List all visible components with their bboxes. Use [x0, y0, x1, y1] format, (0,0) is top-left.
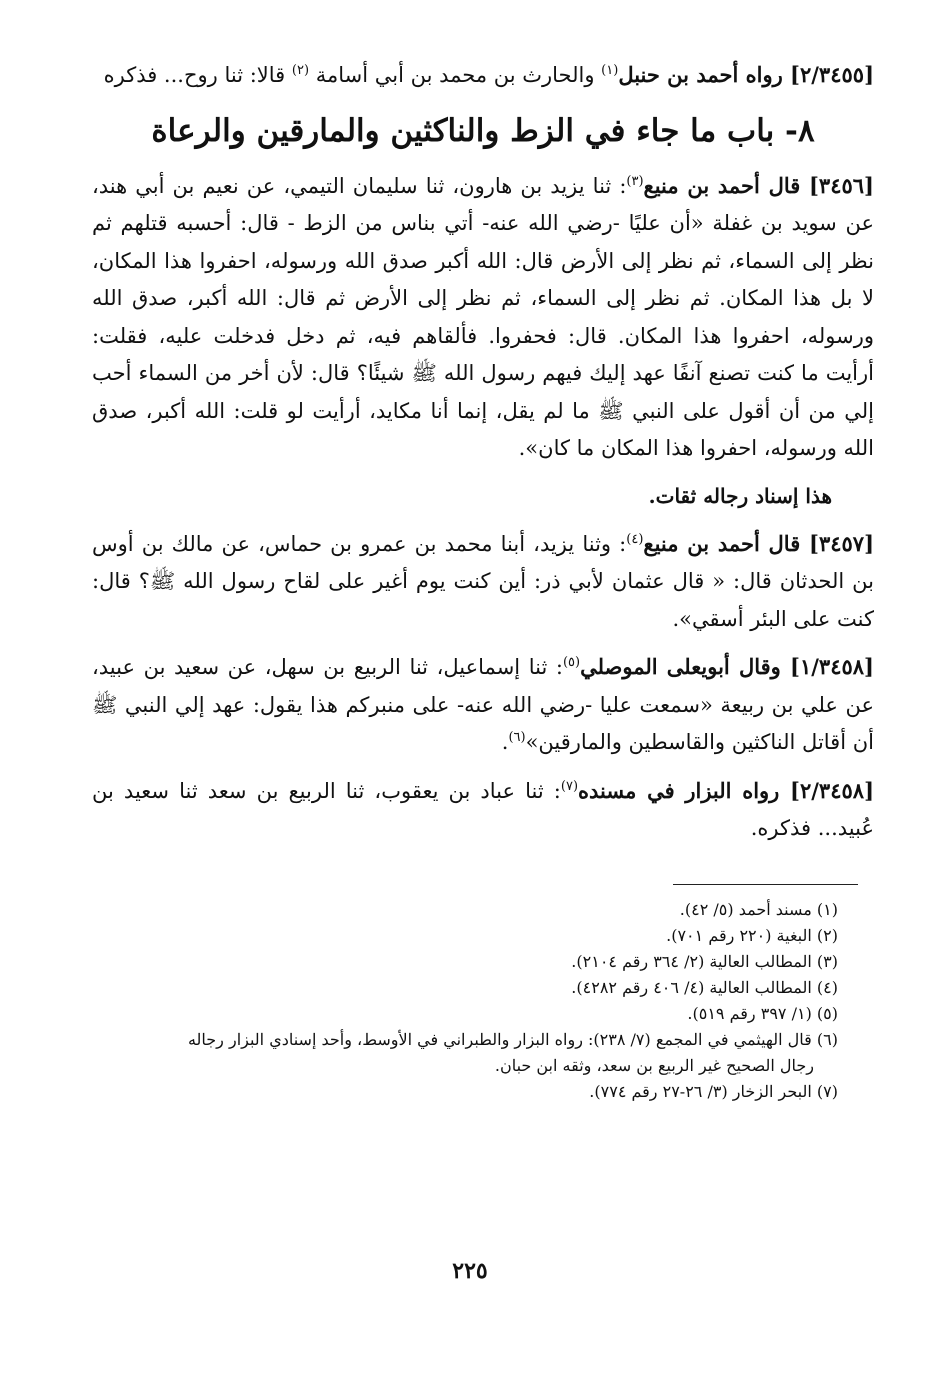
- entry-text: : ثنا يزيد بن هارون، ثنا سليمان التيمي، عن نعيم بن أبي هند، عن سويد بن غفلة «أن عليًا -رضي الله عنه- أتي بناس من الزط - قال: أحسبه قتلهم ثم نظر إلى السماء، ثم نظر إلى الأرض قال: الله أكبر صدق الله ورسوله، احفروا هذا المكان، لا بل هذا المكان. ثم نظر إلى السماء، ثم نظر إلى الأرض ثم قال: الله أكبر، صدق الله ورسوله، احفروا هذا المكان. قال: فحفروا. فألقاهم فيه، ثم دخل فدخلت عليه، فقلت: أرأيت ما كنت تصنع آنفًا عهد إليك فيهم رسول الله ﷺ شيئًا؟ قال: لأن أخر من السماء أحب إلي من أن أقول على النبي ﷺ ما لم يقل، إنما أنا مكايد، أرأيت لو قلت: الله أكبر، صدق الله ورسوله، احفروا هذا المكان ما كان».: [92, 173, 874, 460]
- footnote-item: (٢) البغية (٢٢٠ رقم ٧٠١).: [666, 925, 838, 945]
- footnote-ref[interactable]: (١): [601, 63, 619, 78]
- footnote-ref[interactable]: (٢): [291, 63, 310, 78]
- footnote-ref[interactable]: (٥): [562, 655, 581, 670]
- footnote-item: (٤) المطالب العالية (٤/ ٤٠٦ رقم ٤٢٨٢).: [571, 977, 838, 997]
- entry-heading: [٢/٣٤٥٨] رواه البزار في مسنده: [578, 777, 874, 803]
- entry-text: : ثنا عباد بن يعقوب، ثنا الربيع بن سعد ثنا سعيد بن عُبيد... فذكره.: [92, 778, 874, 840]
- entry-3455-2: [92, 56, 874, 95]
- entry-3458-2: [92, 772, 874, 848]
- entry-3456: [92, 167, 874, 468]
- footnote-continuation: رجال الصحيح غير الربيع بن سعد، وثقه ابن حبان.: [494, 1055, 814, 1075]
- page-number: ٢٢٥: [452, 1258, 488, 1284]
- footnote-item: (٥) (١/ ٣٩٧ رقم ٥١٩).: [687, 1003, 838, 1023]
- footnotes-list: [92, 897, 874, 1105]
- entry-text: : وثنا يزيد، أبنا محمد بن عمرو بن حماس، عن مالك بن أوس بن الحدثان قال: « قال عثمان لأبي ذر: أين كنت يوم أغير على لقاح رسول الله ﷺ؟ قال: كنت على البئر أسقي».: [92, 531, 874, 631]
- footnote-ref[interactable]: (٤): [626, 531, 644, 547]
- entry-3457: [92, 525, 874, 639]
- isnad-verdict: هذا إسناد رجاله ثقات.: [648, 483, 832, 508]
- footnote-separator: [673, 884, 858, 885]
- entry-text-end: .: [501, 730, 509, 754]
- footnote-item: (٧) البحر الزخار (٣/ ٢٦-٢٧ رقم ٧٧٤).: [589, 1081, 838, 1101]
- entry-heading: [٣٤٥٦] قال أحمد بن منيع: [643, 172, 874, 198]
- footnote-item: (٣) المطالب العالية (٢/ ٣٦٤ رقم ٢١٠٤).: [571, 951, 838, 971]
- footnote-ref[interactable]: (٦): [508, 730, 526, 745]
- page-content: [92, 56, 874, 1105]
- entry-text: والحارث بن محمد بن أبي أسامة: [309, 63, 602, 87]
- footnote-item: (٦) قال الهيثمي في المجمع (٧/ ٢٣٨): رواه البزار والطبراني في الأوسط، وأحد إسنادي البزار رجاله: [187, 1029, 838, 1049]
- chapter-title: ٨- باب ما جاء في الزط والناكثين والمارقين والرعاة: [151, 112, 815, 149]
- entry-3458-1: [92, 648, 874, 762]
- footnote-ref[interactable]: (٣): [626, 173, 644, 189]
- entry-heading: [٢/٣٤٥٥] رواه أحمد بن حنبل: [618, 62, 874, 87]
- entry-text: : ثنا إسماعيل، ثنا الربيع بن سهل، عن سعيد بن عبيد، عن علي بن ربيعة «سمعت عليا -رضي الله عنه- على منبركم هذا يقول: عهد إلي النبي ﷺ أن أقاتل الناكثين والقاسطين والمارقين»: [92, 655, 874, 754]
- entry-heading: [١/٣٤٥٨] وقال أبويعلى الموصلي: [580, 654, 874, 679]
- footnote-ref[interactable]: (٧): [560, 778, 579, 794]
- entry-heading: [٣٤٥٧] قال أحمد بن منيع: [643, 530, 874, 556]
- entry-text: قالا: ثنا روح... فذكره: [103, 63, 292, 87]
- footnote-item: (١) مسند أحمد (٥/ ٤٢).: [679, 899, 838, 919]
